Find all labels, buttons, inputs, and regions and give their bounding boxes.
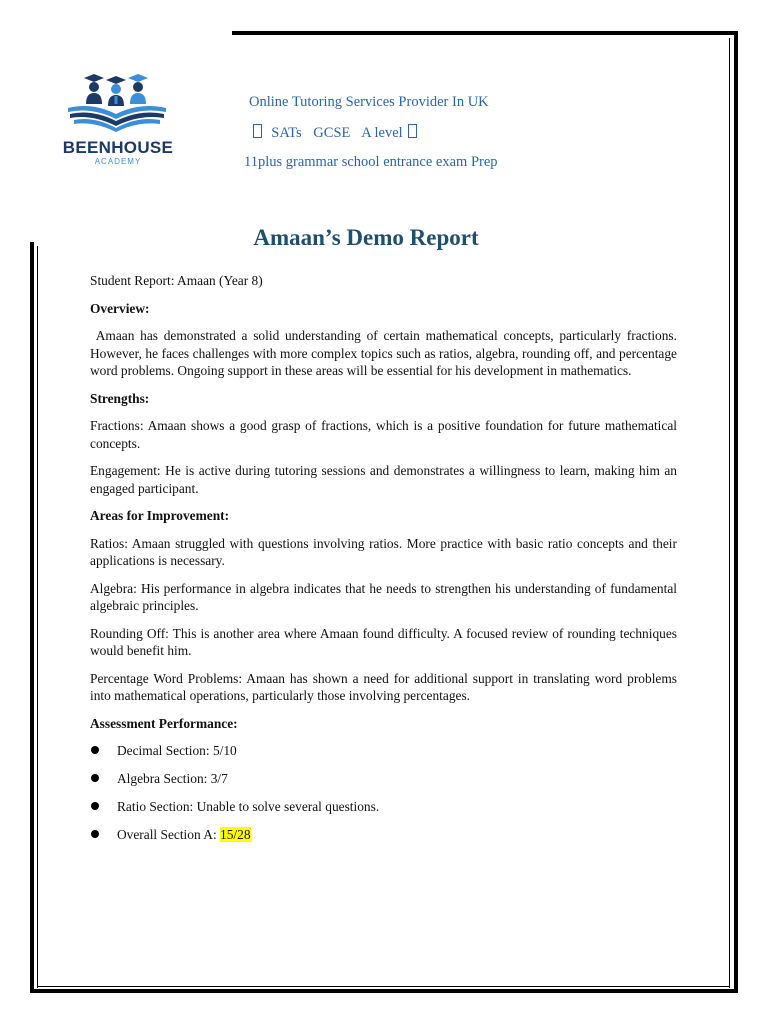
strength-item: Fractions: Amaan shows a good grasp of fractions, which is a positive foundation for future mathematical concepts. — [90, 418, 677, 451]
page-border-left-inner — [37, 246, 38, 988]
page-border-right — [734, 31, 738, 993]
overview-heading: Overview: — [90, 300, 150, 316]
header-exam-item: SATs — [271, 125, 302, 141]
page-border-right-inner — [729, 38, 730, 988]
missing-glyph-icon — [253, 124, 262, 138]
bullet-icon — [91, 802, 99, 810]
improvement-item: Percentage Word Problems: Amaan has shown a need for additional support in translating word problems into mathematical operations, particularly those involving percentages. — [90, 670, 677, 703]
bullet-icon — [91, 746, 99, 754]
page-border-top — [232, 31, 738, 35]
improvement-item: Ratios: Amaan struggled with questions involving ratios. More practice with basic ratio concepts and their applications is necessary. — [90, 535, 677, 568]
missing-glyph-icon — [408, 124, 417, 138]
bullet-icon — [91, 774, 99, 782]
assessment-list — [90, 742, 677, 844]
improvement-item: Algebra: His performance in algebra indicates that he needs to strengthen his understanding of fundamental algebraic principles. — [90, 580, 677, 613]
assessment-item-overall — [90, 826, 677, 844]
header-exam-item: A level — [361, 125, 403, 141]
bullet-icon — [91, 830, 99, 838]
report-title: Amaan’s Demo Report — [253, 225, 479, 250]
improvement-item: Rounding Off: This is another area where Amaan found difficulty. A focused review of rounding techniques would benefit him. — [90, 625, 677, 658]
page-border-bottom — [30, 989, 738, 993]
assessment-item-text: Decimal Section: 5/10 — [117, 743, 237, 758]
page-border-left — [30, 242, 34, 993]
logo-graduates-book-icon — [62, 72, 174, 138]
beenhouse-logo — [62, 72, 174, 168]
header-exam-list — [251, 124, 419, 142]
report-body — [90, 272, 681, 854]
assessment-heading: Assessment Performance: — [90, 715, 238, 731]
assessment-item — [90, 798, 677, 816]
header-tagline: Online Tutoring Services Provider In UK — [249, 94, 489, 110]
assessment-item-text: Algebra Section: 3/7 — [117, 771, 228, 786]
overview-text: Amaan has demonstrated a solid understanding of certain mathematical concepts, particularly fractions. However, he faces challenges with more complex topics such as ratios, algebra, rounding off, and percentage word problems. Ongoing support in these areas will be essential for his development in mathematics. — [90, 328, 681, 378]
overall-score-highlight: 15/28 — [220, 827, 251, 842]
strength-item: Engagement: He is active during tutoring sessions and demonstrates a willingness to learn, making him an engaged participant. — [90, 463, 677, 496]
student-line: Student Report: Amaan (Year 8) — [90, 273, 263, 288]
header-exam-item: GCSE — [313, 125, 351, 141]
header-exam-prep: 11plus grammar school entrance exam Prep — [244, 154, 498, 170]
improvement-heading: Areas for Improvement: — [90, 508, 230, 523]
assessment-item — [90, 770, 677, 788]
strengths-heading: Strengths: — [90, 390, 150, 406]
assessment-item — [90, 742, 677, 760]
logo-subtitle: ACADEMY — [94, 157, 142, 166]
logo-wordmark: BEENHOUSE — [62, 138, 174, 157]
assessment-item-text: Ratio Section: Unable to solve several questions. — [117, 799, 380, 814]
page-border-bottom-inner — [37, 986, 730, 987]
overall-label: Overall Section A: — [117, 827, 221, 842]
